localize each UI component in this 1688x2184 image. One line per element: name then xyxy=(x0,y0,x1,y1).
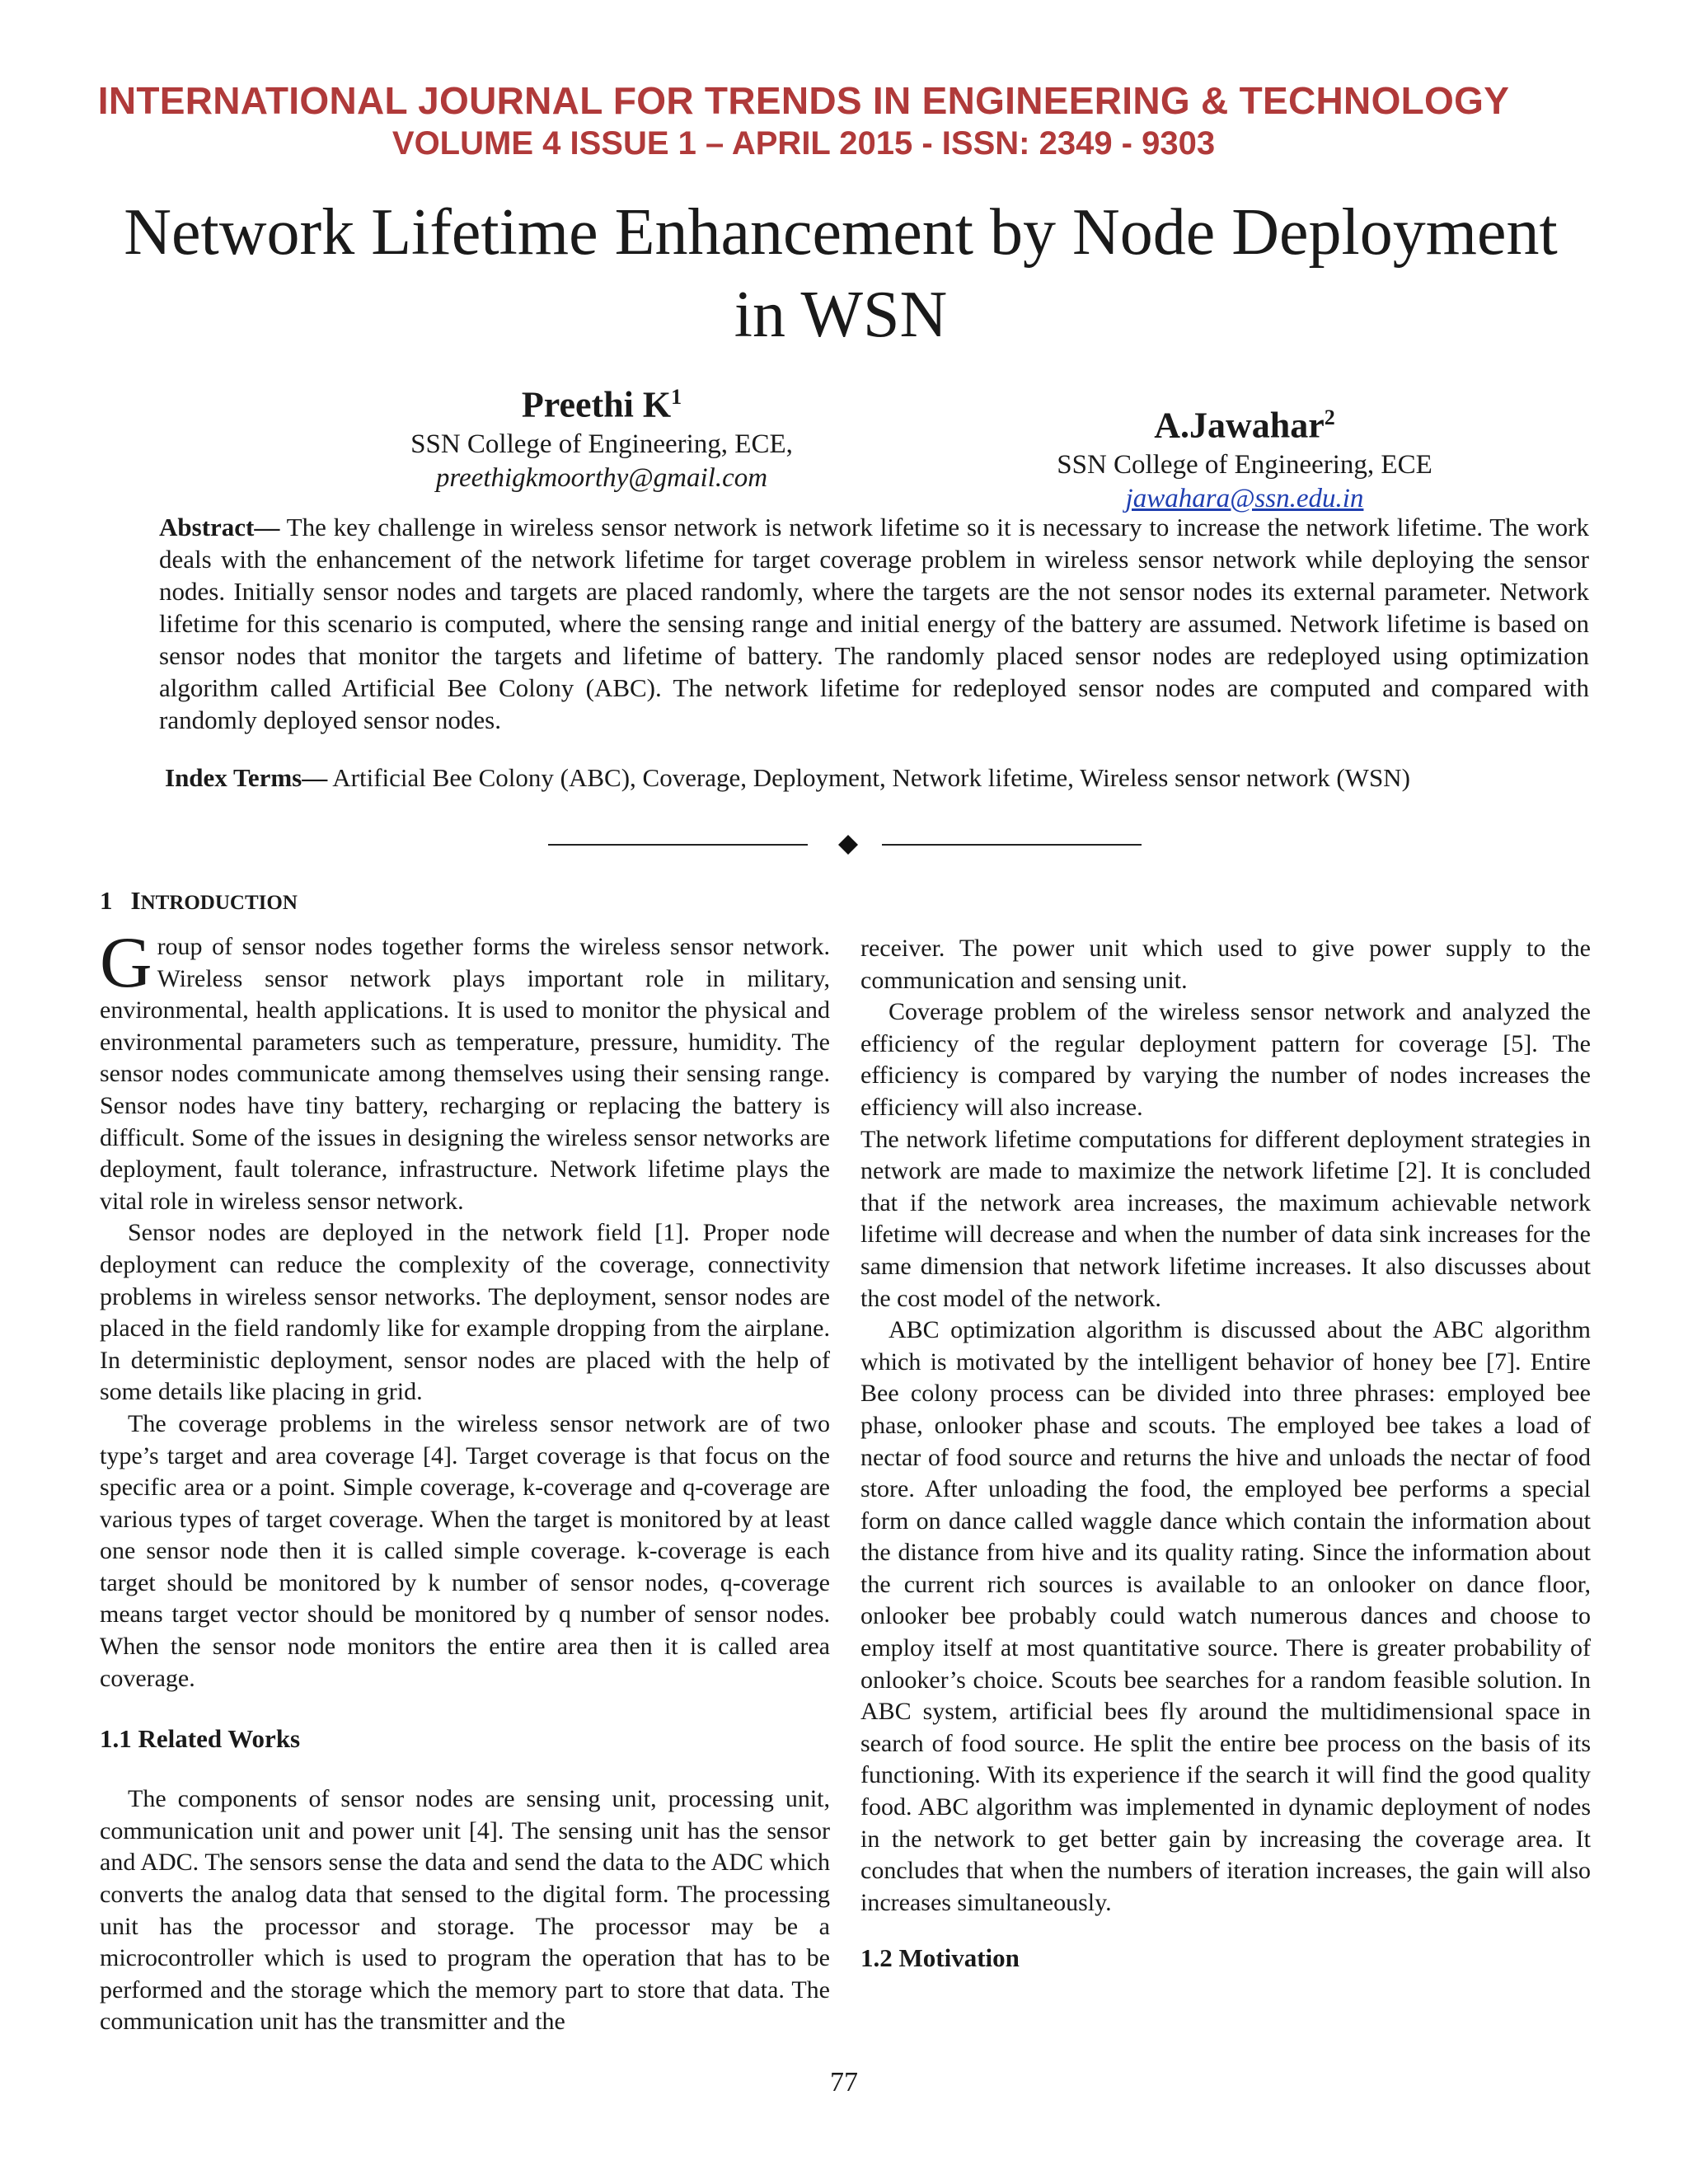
drop-cap: G xyxy=(100,923,152,1003)
abstract xyxy=(159,511,1589,736)
journal-header xyxy=(82,78,1525,164)
intro-paragraph-1-text: roup of sensor nodes together forms the wireless sensor network. Wireless sensor network plays important role in military, environmental, health applications. It is used to monitor the physical and environmental parameters such as temperature, pressure, humidity. The sensor nodes communicate among themselves using their sensing range. Sensor nodes have tiny battery, recharging or replacing the battery is difficult. Some of the issues in designing the wireless sensor networks are deployment, fault tolerance, infrastructure. Network lifetime plays the vital role in wireless sensor network. xyxy=(100,933,830,1215)
section-separator xyxy=(548,829,1142,862)
author-2 xyxy=(989,396,1500,516)
intro-paragraph-2: Sensor nodes are deployed in the network field [1]. Proper node deployment can reduce the complexity of the coverage, connectivity problems in wireless sensor networks. The deployment, sensor nodes are placed in the field randomly like for example dropping from the airplane. In deterministic deployment, sensor nodes are placed with the help of some details like placing in grid. xyxy=(100,1219,830,1406)
page-number: 77 xyxy=(830,2067,858,2097)
title-line-2: in WSN xyxy=(734,279,948,351)
abstract-text: The key challenge in wireless sensor network is network lifetime so it is necessary to increase the network lifetime. The work deals with the enhancement of the network lifetime for target coverage problem in wireless sensor network while deploying the sensor nodes. Initially sensor nodes and targets are placed randomly, where the targets are the not sensor nodes its external parameter. Network lifetime for this scenario is computed, where the sensing range and initial energy of the battery are assumed. Network lifetime is based on sensor nodes that monitor the targets and lifetime of battery. The randomly placed sensor nodes are redeployed using optimization algorithm called Artificial Bee Colony (ABC). The network lifetime for redeployed sensor nodes are computed and compared with randomly deployed sensor nodes. xyxy=(159,513,1589,734)
author-2-affiliation: SSN College of Engineering, ECE xyxy=(1057,449,1432,480)
abstract-label: Abstract— xyxy=(159,513,280,541)
section-1-number: 1 xyxy=(100,886,113,915)
section-1-title-initial: I xyxy=(130,886,141,915)
title-line-1: Network Lifetime Enhancement by Node Deployment xyxy=(124,196,1558,269)
related-works-paragraph-1-continued: receiver. The power unit which used to give power supply to the communication and sensing unit. xyxy=(860,935,1591,994)
separator-line-left xyxy=(548,844,808,846)
separator-line-right xyxy=(882,844,1142,846)
paper-title xyxy=(74,191,1607,356)
intro-paragraph-1 xyxy=(100,923,830,1217)
author-2-name: A.Jawahar$^2$ xyxy=(1154,405,1335,446)
author-1-email: preethigkmoorthy@gmail.com xyxy=(435,462,768,493)
diamond-icon xyxy=(837,833,860,856)
author-1 xyxy=(247,375,956,495)
related-works-paragraph-3: The network lifetime computations for different deployment strategies in network are made to maximize the network lifetime [2]. It is concluded that if the network area increases, the maximum achievable network lifetime will decrease and when the number of data sink increases for the same dimension that network lifetime increases. It also discusses about the cost model of the network. xyxy=(860,1125,1591,1312)
journal-issue: VOLUME 4 ISSUE 1 – APRIL 2015 - ISSN: 2349 - 9303 xyxy=(392,125,1216,162)
related-works-paragraph-1: The components of sensor nodes are sensing unit, processing unit, communication unit and power unit [4]. The sensing unit has the sensor and ADC. The sensors sense the data and send the data to the ADC which converts the analog data that sensed to the digital form. The processing unit has the processor and storage. The processor may be a microcontroller which is used to program the operation that has to be performed and the storage which the memory part to store that data. The communication unit has the transmitter and the xyxy=(100,1785,830,2036)
left-column xyxy=(100,884,830,2038)
intro-paragraph-3: The coverage problems in the wireless sensor network are of two type’s target and area coverage [4]. Target coverage is that focus on the specific area or a point. Simple coverage, k-coverage and q-coverage are various types of target coverage. When the target is monitored by at least one sensor node then it is called simple coverage. k-coverage is each target should be monitored by k number of sensor nodes, q-coverage means target vector should be monitored by q number of sensor nodes. When the sensor node monitors the entire area then it is called area coverage. xyxy=(100,1409,830,1692)
author-2-email-link[interactable]: jawahara@ssn.edu.in xyxy=(1125,483,1364,513)
section-1-2-heading: 1.2 Motivation xyxy=(860,1943,1020,1973)
author-1-name: Preethi $K^1$ xyxy=(521,384,682,425)
journal-name: INTERNATIONAL JOURNAL FOR TRENDS IN ENGINEERING & TECHNOLOGY xyxy=(97,79,1510,122)
right-column xyxy=(860,933,1591,1975)
index-terms-text: Artificial Bee Colony (ABC), Coverage, Deployment, Network lifetime, Wireless sensor network (WSN) xyxy=(327,763,1410,792)
related-works-paragraph-4: ABC optimization algorithm is discussed about the ABC algorithm which is motivated by the intelligent behavior of honey bee [7]. Entire Bee colony process can be divided into three phrases: employed bee phase, onlooker phase and scouts. The employed bee takes a load of nectar of food source and returns the hive and unloads the nectar of food store. After unloading the food, the employed bee performs a special form on dance called waggle dance which contain the information about the distance from hive and its quality rating. Since the information about the current rich sources is available to an onlooker on dance floor, onlooker bee probably could watch numerous dances and choose to employ itself at most quantitative source. There is greater probability of onlooker’s choice. Scouts bee searches for a random feasible solution. In ABC system, artificial bees fly around the multidimensional space in search of food source. He split the entire bee process on the basis of its functioning. With its experience if the search it will find the good quality food. ABC algorithm was implemented in dynamic deployment of nodes in the network to get better gain by increasing the coverage area. It concludes that when the numbers of iteration increases, the gain will also increases simultaneously. xyxy=(860,1316,1591,1916)
section-1-1-heading: 1.1 Related Works xyxy=(100,1724,301,1754)
section-1-title-rest: NTRODUCTION xyxy=(140,892,298,914)
related-works-paragraph-2: Coverage problem of the wireless sensor network and analyzed the efficiency of the regular deployment pattern for coverage [5]. The efficiency is compared by varying the number of nodes increases the efficiency will also increase. xyxy=(860,998,1591,1121)
section-1-heading xyxy=(100,884,830,920)
index-terms xyxy=(165,762,1591,794)
index-terms-label: Index Terms— xyxy=(165,763,328,792)
author-1-affiliation: SSN College of Engineering, ECE, xyxy=(410,429,793,459)
